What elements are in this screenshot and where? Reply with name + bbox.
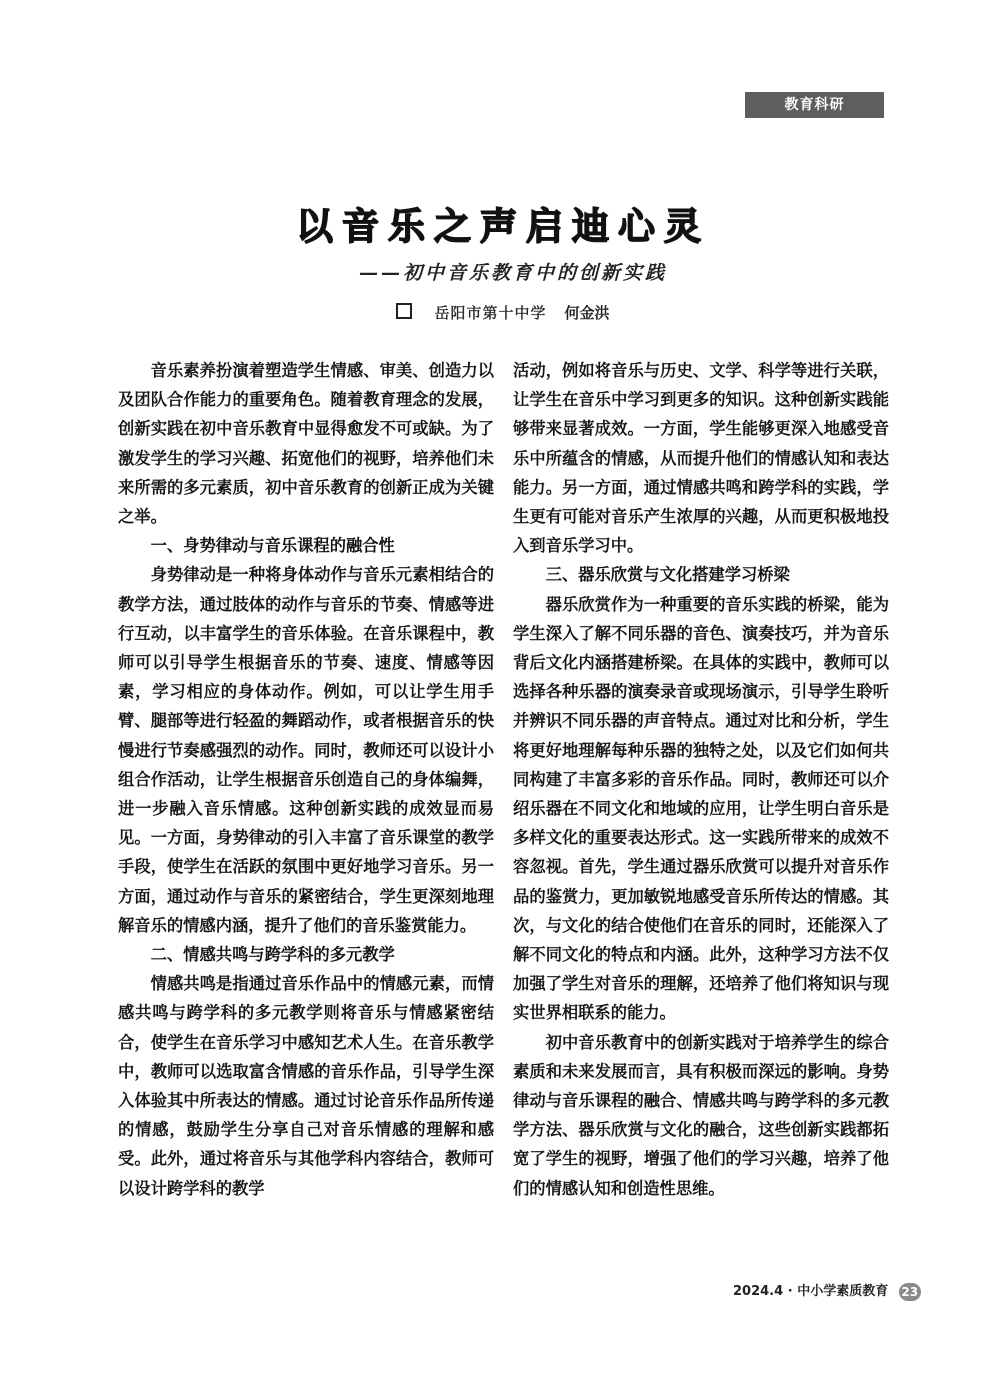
section-1-heading: 一、身势律动与音乐课程的融合性 xyxy=(150,536,395,556)
section-tag: 教育科研 xyxy=(745,92,884,118)
footer-separator: · xyxy=(787,1284,793,1299)
section-3-body: 器乐欣赏作为一种重要的音乐实践的桥梁，能为学生深入了解不同乐器的音色、演奏技巧，并为音乐背后文化内涵搭建桥梁。在具体的实践中，教师可以选择各种乐器的演奏录音或现场演示，引导学生聆听并辨识不同乐器的声音特点。通过对比和分析，学生将更好地理解每种乐器的独特之处，以及它们如何共同构建了丰富多彩的音乐作品。同时，教师还可以介绍乐器在不同文化和地域的应用，让学生明白音乐是多样文化的重要表达形式。这一实践所带来的成效不容忽视。首先，学生通过器乐欣赏可以提升对音乐作品的鉴赏力，更加敏锐地感受音乐所传达的情感。其次，与文化的结合使他们在音乐的同时，还能深入了解不同文化的特点和内涵。此外，这种学习方法不仅加强了学生对音乐的理解，还培养了他们将知识与现实世界相联系的能力。 xyxy=(513,594,889,1023)
section-2-heading: 二、情感共鸣与跨学科的多元教学 xyxy=(150,945,395,965)
right-column xyxy=(513,356,889,1203)
section-1-body: 身势律动是一种将身体动作与音乐元素相结合的教学方法，通过肢体的动作与音乐的节奏、情感等进行互动，以丰富学生的音乐体验。在音乐课程中，教师可以引导学生根据音乐的节奏、速度、情感等因素，学习相应的身体动作。例如，可以让学生用手臂、腿部等进行轻盈的舞蹈动作，或者根据音乐的快慢进行节奏感强烈的动作。同时，教师还可以设计小组合作活动，让学生根据音乐创造自己的身体编舞，进一步融入音乐情感。这种创新实践的成效显而易见。一方面，身势律动的引入丰富了音乐课堂的教学手段，使学生在活跃的氛围中更好地学习音乐。另一方面，通过动作与音乐的紧密结合，学生更深刻地理解音乐的情感内涵，提升了他们的音乐鉴赏能力。 xyxy=(118,565,494,935)
byline xyxy=(0,302,1006,323)
author-name: 何金洪 xyxy=(564,304,610,322)
footer-journal: 中小学素质教育 xyxy=(797,1284,889,1299)
intro-paragraph: 音乐素养扮演着塑造学生情感、审美、创造力以及团队合作能力的重要角色。随着教育理念的发展，创新实践在初中音乐教育中显得愈发不可或缺。为了激发学生的学习兴趣、拓宽他们的视野，培养他们未来所需的多元素质，初中音乐教育的创新正成为关键之举。 xyxy=(118,361,494,527)
page-footer xyxy=(733,1280,921,1301)
conclusion-paragraph: 初中音乐教育中的创新实践对于培养学生的综合素质和未来发展而言，具有积极而深远的影响。身势律动与音乐课程的融合、情感共鸣与跨学科的多元教学方法、器乐欣赏与文化的融合，这些创新实践都拓宽了学生的视野，增强了他们的学习兴趣，培养了他们的情感认知和创造性思维。 xyxy=(513,1032,889,1198)
page-number-badge: 23 xyxy=(899,1283,921,1301)
section-2-body: 情感共鸣是指通过音乐作品中的情感元素，而情感共鸣与跨学科的多元教学则将音乐与情感紧密结合，使学生在音乐学习中感知艺术人生。在音乐教学中，教师可以选取富含情感的音乐作品，引导学生深入体验其中所表达的情感。通过讨论音乐作品所传递的情感，鼓励学生分享自己对音乐情感的理解和感受。此外，通过将音乐与其他学科内容结合，教师可以设计跨学科的教学 xyxy=(118,974,494,1198)
section-2-body-continued: 活动，例如将音乐与历史、文学、科学等进行关联，让学生在音乐中学习到更多的知识。这种创新实践能够带来显著成效。一方面，学生能够更深入地感受音乐中所蕴含的情感，从而提升他们的情感认知和表达能力。另一方面，通过情感共鸣和跨学科的实践，学生更有可能对音乐产生浓厚的兴趣，从而更积极地投入到音乐学习中。 xyxy=(513,361,889,556)
article-subtitle: ——初中音乐教育中的创新实践 xyxy=(358,262,667,284)
section-3-heading: 三、器乐欣赏与文化搭建学习桥梁 xyxy=(545,565,790,585)
article-title: 以音乐之声启迪心灵 xyxy=(296,205,710,248)
left-column xyxy=(118,356,494,1203)
author-school: 岳阳市第十中学 xyxy=(434,304,547,322)
square-bullet-icon xyxy=(396,303,412,319)
footer-issue: 2024.4 xyxy=(733,1284,784,1299)
